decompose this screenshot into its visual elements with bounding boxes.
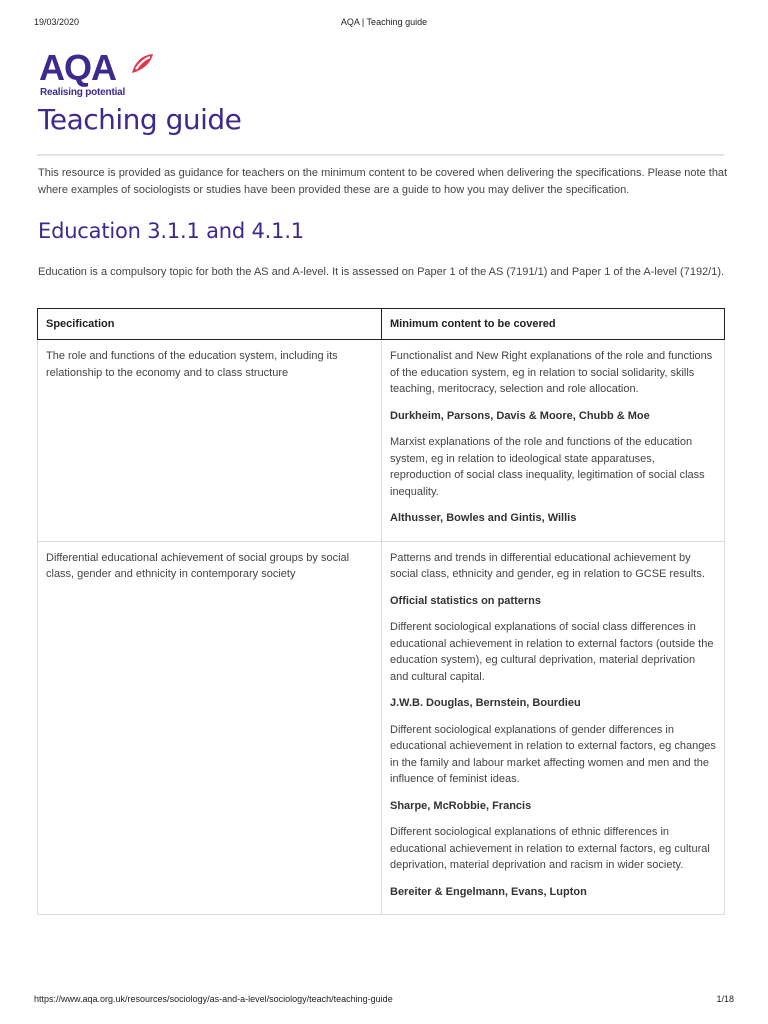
content-paragraph: Marxist explanations of the role and functions of the education system, eg in relation to ideological state apparatuses, reproduction of social class inequality, legitimation of social class inequality. [390, 436, 705, 498]
specification-cell: The role and functions of the education system, including its relationship to the economy and to class structure [38, 340, 382, 542]
logo-wordmark: AQA [39, 47, 116, 88]
content-paragraph: Different sociological explanations of social class differences in educational achievement in relation to external factors (outside the education system), eg cultural deprivation, material deprivation and cultural capital. [390, 621, 714, 683]
sociologists-list: J.W.B. Douglas, Bernstein, Bourdieu [390, 697, 581, 709]
logo-swoosh-icon [129, 51, 155, 77]
print-title: AQA | Teaching guide [340, 17, 428, 27]
sociologists-list: Bereiter & Engelmann, Evans, Lupton [390, 885, 587, 898]
sociologists-list: Official statistics on patterns [390, 594, 541, 607]
specification-cell: Differential educational achievement of social groups by social class, gender and ethnicity in contemporary society [38, 541, 382, 915]
sociologists-list: Durkheim, Parsons, Davis & Moore, Chubb & Moe [390, 409, 650, 422]
section-title: Education 3.1.1 and 4.1.1 [38, 219, 304, 243]
page-number: 1/18 [716, 994, 734, 1004]
print-footer [34, 994, 734, 1004]
content-cell [382, 340, 725, 542]
title-divider [37, 154, 724, 156]
column-header-specification: Specification [38, 309, 382, 340]
content-cell [382, 541, 725, 915]
print-header [34, 17, 734, 27]
content-paragraph: Patterns and trends in differential educational achievement by social class, ethnicity and gender, eg in relation to GCSE results. [390, 551, 705, 580]
page-intro: This resource is provided as guidance for teachers on the minimum content to be covered when delivering the specifications. Please note that where examples of sociologists or studies have been provided these are a guide to how you may deliver the specification. [38, 167, 728, 196]
print-date: 19/03/2020 [34, 17, 80, 27]
column-header-minimum-content: Minimum content to be covered [382, 309, 725, 340]
aqa-logo[interactable] [39, 48, 169, 100]
logo-tagline: Realising potential [40, 87, 126, 98]
content-paragraph: Different sociological explanations of gender differences in educational achievement in relation to external factors, eg changes in the family and labour market affecting women and men and the influence of feminist ideas. [390, 723, 716, 785]
table-header-row [38, 309, 725, 340]
page-title: Teaching guide [38, 103, 242, 136]
specification-table [37, 308, 725, 915]
table-row [38, 541, 725, 915]
content-paragraph: Different sociological explanations of ethnic differences in educational achievement in relation to external factors, eg cultural deprivation, material deprivation and racism in wider society. [390, 826, 710, 871]
sociologists-list: Sharpe, McRobbie, Francis [390, 799, 532, 812]
table-row [38, 340, 725, 542]
section-intro: Education is a compulsory topic for both the AS and A-level. It is assessed on Paper 1 of the AS (7191/1) and Paper 1 of the A-level (7192/1). [38, 266, 725, 278]
content-paragraph: Functionalist and New Right explanations of the role and functions of the education system, eg in relation to social solidarity, skills teaching, meritocracy, selection and role allocation. [390, 350, 713, 395]
sociologists-list: Althusser, Bowles and Gintis, Willis [390, 512, 577, 524]
page-url-link[interactable]: https://www.aqa.org.uk/resources/sociology/as-and-a-level/sociology/teach/teaching-guide [34, 994, 393, 1004]
